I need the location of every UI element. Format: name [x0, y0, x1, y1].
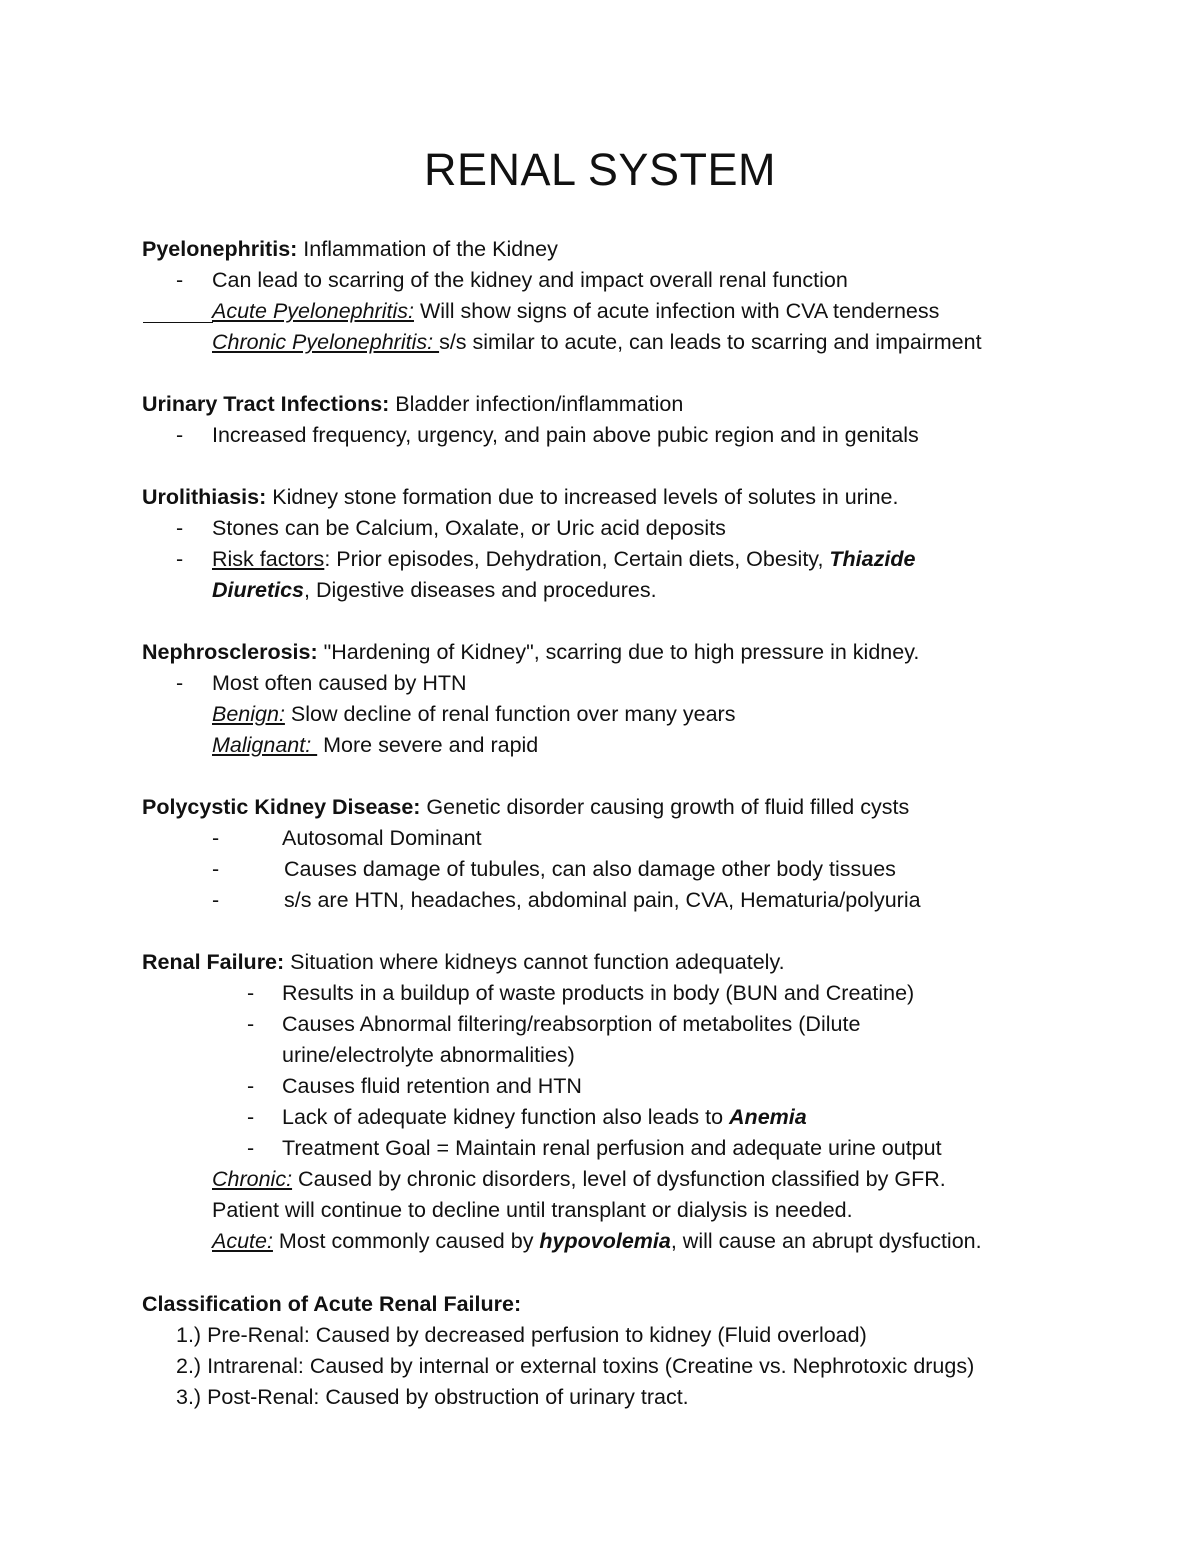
acute-pyelonephritis-line [212, 297, 939, 325]
section-heading: Urinary Tract Infections: [142, 392, 390, 416]
section-heading: Pyelonephritis: [142, 237, 298, 261]
section-definition: Inflammation of the Kidney [297, 237, 558, 261]
underline-rule [143, 322, 213, 323]
bullet-text: s/s are HTN, headaches, abdominal pain, CVA, Hematuria/polyuria [284, 888, 921, 912]
risk-factors-text: : Prior episodes, Dehydration, Certain diets, Obesity, [324, 547, 830, 571]
subtype-label: Acute: [212, 1229, 273, 1253]
risk-factors-line-cont [212, 576, 657, 604]
emphasis-text: Diuretics [212, 578, 305, 602]
bullet-text: Increased frequency, urgency, and pain above pubic region and in genitals [212, 423, 919, 447]
bullet-text: Causes Abnormal filtering/reabsorption of metabolites (Dilute [282, 1012, 861, 1036]
bullet-text: Causes damage of tubules, can also damage other body tissues [284, 857, 896, 881]
risk-factors-text: , Digestive diseases and procedures. [304, 578, 657, 602]
urolithiasis-heading-line [142, 483, 898, 511]
bullet-dash: - [247, 1074, 255, 1098]
page-title: RENAL SYSTEM [424, 144, 776, 195]
bullet-text-cont: urine/electrolyte abnormalities) [282, 1043, 575, 1067]
bullet-dash: - [176, 671, 184, 695]
bullet-dash: - [176, 423, 184, 447]
bullet-text: Results in a buildup of waste products in body (BUN and Creatine) [282, 981, 915, 1005]
emphasis-text: Thiazide [829, 547, 916, 571]
risk-factors-line [212, 545, 915, 573]
bullet-text: Treatment Goal = Maintain renal perfusion and adequate urine output [282, 1136, 942, 1160]
bullet-dash: - [176, 547, 184, 571]
section-definition: Situation where kidneys cannot function adequately. [284, 950, 785, 974]
pkd-heading-line [142, 793, 909, 821]
subtype-text: Caused by chronic disorders, level of dysfunction classified by GFR. [292, 1167, 946, 1191]
section-heading: Classification of Acute Renal Failure: [142, 1292, 522, 1316]
subtype-text: Will show signs of acute infection with CVA tenderness [413, 299, 940, 323]
chronic-line [212, 1165, 946, 1193]
benign-line [212, 700, 735, 728]
numbered-item: 1.) Pre-Renal: Caused by decreased perfusion to kidney (Fluid overload) [176, 1323, 867, 1347]
bullet-dash: - [212, 826, 220, 850]
anemia-bullet [282, 1103, 807, 1131]
pyelonephritis-heading-line [142, 235, 558, 263]
malignant-line [212, 731, 538, 759]
section-heading: Polycystic Kidney Disease: [142, 795, 421, 819]
bullet-text: Causes fluid retention and HTN [282, 1074, 582, 1098]
arf-classification-heading [142, 1290, 521, 1318]
subtype-label: Benign: [212, 702, 285, 726]
emphasis-text: Anemia [729, 1105, 807, 1129]
subtype-text: Most commonly caused by [272, 1229, 540, 1253]
section-definition: "Hardening of Kidney", scarring due to high pressure in kidney. [317, 640, 920, 664]
subtype-text: , will cause an abrupt dysfuction. [670, 1229, 982, 1253]
nephrosclerosis-heading-line [142, 638, 919, 666]
bullet-text: Can lead to scarring of the kidney and impact overall renal function [212, 268, 848, 292]
emphasis-text: hypovolemia [539, 1229, 671, 1253]
subtype-label: Malignant: [212, 733, 318, 757]
bullet-dash: - [247, 981, 255, 1005]
bullet-text: Lack of adequate kidney function also leads to [282, 1105, 730, 1129]
chronic-pyelonephritis-line [212, 328, 982, 356]
bullet-text: Autosomal Dominant [282, 826, 482, 850]
bullet-dash: - [212, 857, 220, 881]
bullet-dash: - [176, 516, 184, 540]
subtype-text: s/s similar to acute, can leads to scarring and impairment [439, 330, 982, 354]
bullet-dash: - [247, 1012, 255, 1036]
bullet-dash: - [247, 1136, 255, 1160]
section-definition: Genetic disorder causing growth of fluid filled cysts [420, 795, 910, 819]
section-heading: Renal Failure: [142, 950, 285, 974]
section-definition: Kidney stone formation due to increased levels of solutes in urine. [266, 485, 899, 509]
subtype-text: Slow decline of renal function over many years [284, 702, 736, 726]
chronic-line-cont: Patient will continue to decline until transplant or dialysis is needed. [212, 1198, 853, 1222]
risk-factors-label: Risk factors [212, 547, 325, 571]
bullet-text: Most often caused by HTN [212, 671, 467, 695]
uti-heading-line [142, 390, 683, 418]
numbered-item: 3.) Post-Renal: Caused by obstruction of urinary tract. [176, 1385, 689, 1409]
bullet-dash: - [176, 268, 184, 292]
section-heading: Nephrosclerosis: [142, 640, 318, 664]
bullet-text: Stones can be Calcium, Oxalate, or Uric acid deposits [212, 516, 726, 540]
renal-failure-heading-line [142, 948, 785, 976]
bullet-dash: - [247, 1105, 255, 1129]
numbered-item: 2.) Intrarenal: Caused by internal or external toxins (Creatine vs. Nephrotoxic drugs) [176, 1354, 975, 1378]
section-definition: Bladder infection/inflammation [389, 392, 684, 416]
subtype-label: Acute Pyelonephritis: [212, 299, 414, 323]
section-heading: Urolithiasis: [142, 485, 267, 509]
subtype-label: Chronic: [212, 1167, 293, 1191]
subtype-label: Chronic Pyelonephritis: [212, 330, 440, 354]
bullet-dash: - [212, 888, 220, 912]
subtype-text: More severe and rapid [317, 733, 539, 757]
acute-line [212, 1227, 982, 1255]
